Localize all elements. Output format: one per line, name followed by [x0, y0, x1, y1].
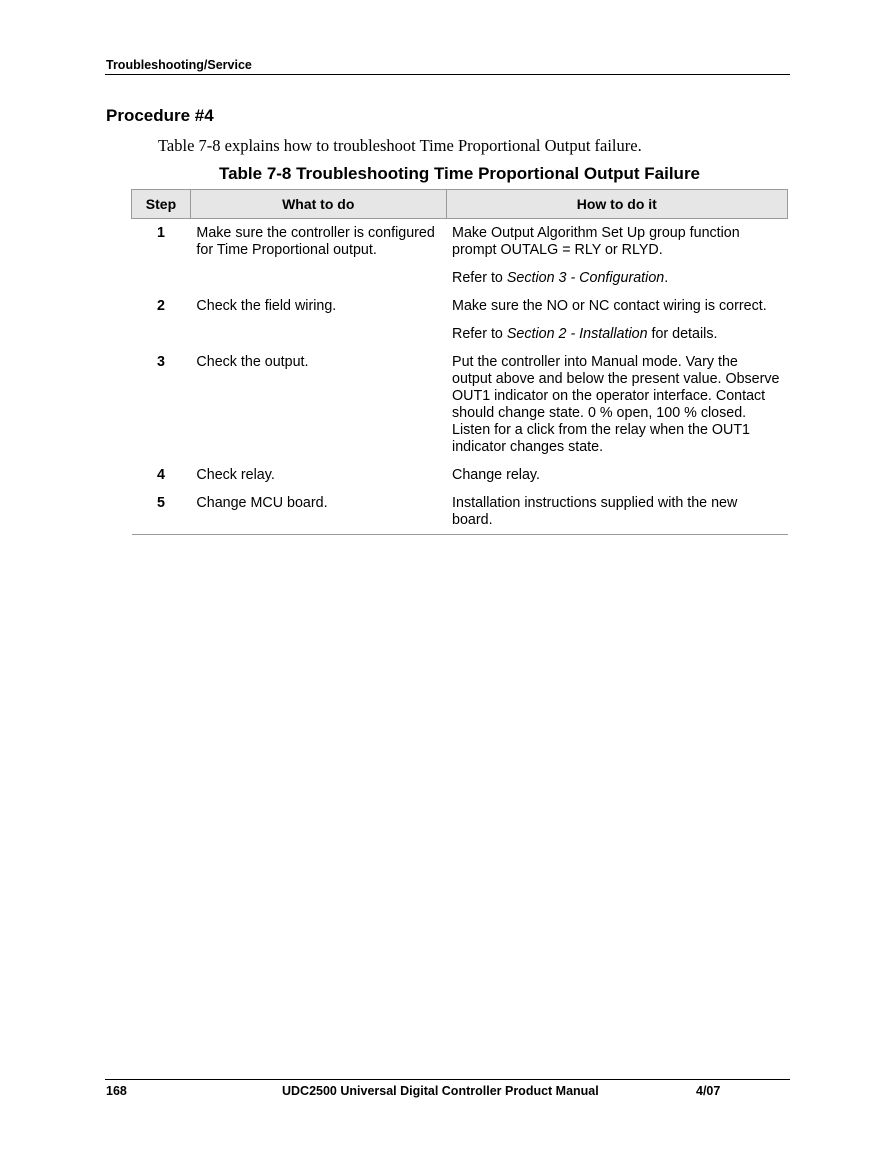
table-row [132, 292, 788, 348]
step-number: 3 [156, 354, 165, 370]
how-to-do-it [446, 219, 787, 293]
column-header-what: What to do [190, 190, 446, 219]
instruction-text: Installation instructions supplied with the new board. [452, 495, 738, 528]
how-to-do-it [446, 292, 787, 348]
what-to-do: Make sure the controller is configured for Time Proportional output. [196, 225, 435, 258]
column-header-step: Step [132, 190, 191, 219]
table-row [132, 461, 788, 489]
troubleshooting-table [131, 189, 788, 535]
manual-title: UDC2500 Universal Digital Controller Product Manual [282, 1084, 599, 1098]
how-to-do-it [446, 348, 787, 461]
what-to-do: Change MCU board. [190, 489, 446, 535]
step-number: 2 [156, 298, 165, 314]
procedure-intro: Table 7-8 explains how to troubleshoot Time Proportional Output failure. [158, 136, 642, 155]
table-row [132, 219, 788, 293]
reference-text: Refer to Section 3 - Configuration. [452, 270, 669, 286]
table-title: Table 7-8 Troubleshooting Time Proportional Output Failure [218, 164, 701, 183]
what-to-do: Check the output. [196, 354, 309, 370]
running-header-section: Troubleshooting/Service [106, 58, 252, 72]
what-to-do: Check the field wiring. [196, 298, 337, 314]
step-number: 5 [132, 489, 191, 535]
table-header-row [132, 190, 788, 219]
reference-text: Refer to Section 2 - Installation for details. [452, 326, 718, 342]
footer-rule [105, 1079, 790, 1080]
publication-date: 4/07 [696, 1084, 721, 1098]
procedure-title: Procedure #4 [106, 106, 214, 125]
how-to-do-it [446, 489, 787, 535]
instruction-text: Put the controller into Manual mode. Vary the output above and below the present value. Observe OUT1 indicator on the operator interface. Contact should change state. 0 % open, 100 % closed. Listen for a click from the relay when the OUT1 indicator changes state. [452, 354, 780, 455]
table-row [132, 348, 788, 461]
instruction-text: Change relay. [452, 467, 540, 483]
instruction-text: Make sure the NO or NC contact wiring is correct. [452, 298, 767, 314]
step-number: 1 [156, 225, 165, 241]
column-header-how: How to do it [446, 190, 787, 219]
section-reference: Section 2 - Installation [506, 326, 648, 342]
section-reference: Section 3 - Configuration [506, 270, 665, 286]
table-row [132, 489, 788, 535]
page-number: 168 [106, 1084, 127, 1098]
step-number: 4 [156, 467, 165, 483]
how-to-do-it [446, 461, 787, 489]
what-to-do: Check relay. [196, 467, 275, 483]
instruction-text: Make Output Algorithm Set Up group function prompt OUTALG = RLY or RLYD. [452, 225, 740, 258]
header-rule [105, 74, 790, 75]
